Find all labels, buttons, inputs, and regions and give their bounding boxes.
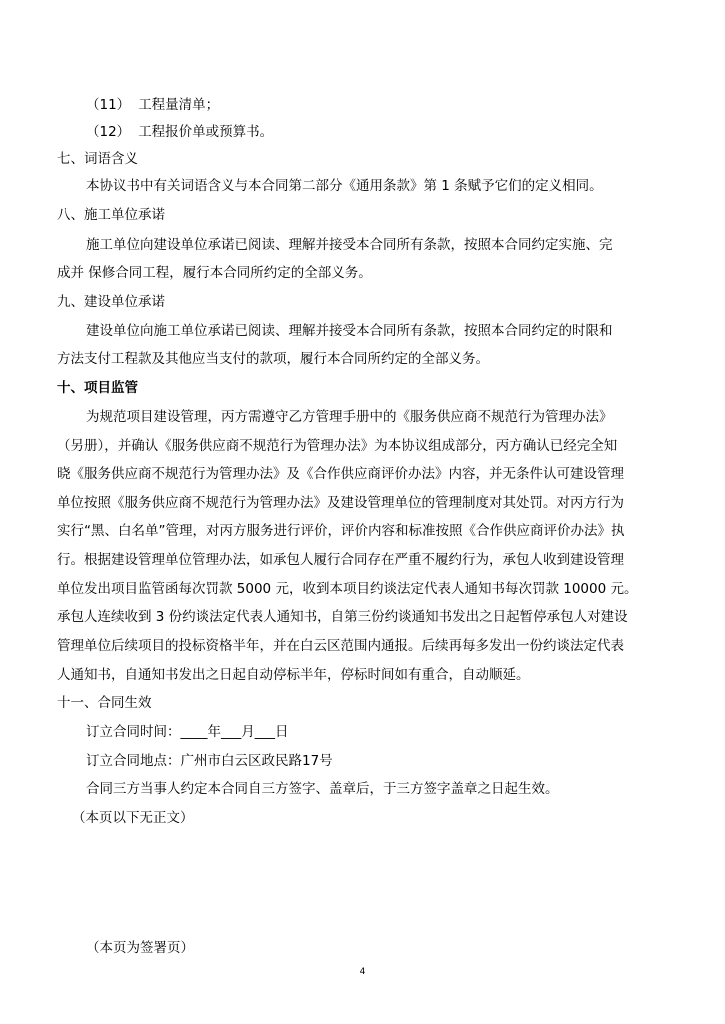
- paragraph-line: 单位发出项目监管函每次罚款 5000 元，收到本项目约谈法定代表人通知书每次罚款 10000 元。: [57, 581, 638, 597]
- contract-place-line: 订立合同地点：广州市白云区政民路17号: [86, 753, 333, 769]
- paragraph-line: 行。根据建设管理单位管理办法，如承包人履行合同存在严重不履约行为，承包人收到建设管理: [57, 552, 624, 568]
- section-heading-contract-effect: 十一、合同生效: [57, 695, 152, 711]
- paragraph-line: 成并 保修合同工程，履行本合同所约定的全部义务。: [57, 265, 372, 281]
- contract-date-line: 订立合同时间：____年___月___日: [86, 724, 289, 740]
- paragraph-line: （另册），并确认《服务供应商不规范行为管理办法》为本协议组成部分，丙方确认已经完全知: [57, 438, 618, 454]
- list-item-number: （12）: [86, 124, 131, 140]
- paragraph-line: 施工单位向建设单位承诺已阅读、理解并接受本合同所有条款，按照本合同约定实施、完: [86, 237, 613, 253]
- paragraph-line: 本协议书中有关词语含义与本合同第二部分《通用条款》第 1 条赋予它们的定义相同。: [86, 178, 603, 194]
- paragraph-line: 建设单位向施工单位承诺已阅读、理解并接受本合同所有条款，按照本合同约定的时限和: [86, 323, 613, 339]
- paragraph-line: 晓《服务供应商不规范行为管理办法》及《合作供应商评价办法》内容，并无条件认可建设管理: [57, 466, 624, 482]
- list-item-text: 工程报价单或预算书。: [138, 124, 274, 140]
- paragraph-line: 人通知书，自通知书发出之日起自动停标半年，停标时间如有重合，自动顺延。: [57, 667, 530, 683]
- list-item-12: [86, 123, 677, 141]
- list-item-11: [86, 96, 677, 114]
- section-heading-owner-commitment: 九、建设单位承诺: [57, 294, 165, 310]
- paragraph-line: 管理单位后续项目的投标资格半年，并在白云区范围内通报。后续再每多发出一份约谈法定代表: [57, 638, 624, 654]
- section-heading-definitions: 七、词语含义: [57, 151, 138, 167]
- page-number: 4: [359, 967, 366, 977]
- list-item-number: （11）: [86, 97, 131, 113]
- paragraph-line: 为规范项目建设管理，丙方需遵守乙方管理手册中的《服务供应商不规范行为管理办法》: [86, 409, 613, 425]
- contract-effect-line: 合同三方当事人约定本合同自三方签字、盖章后，于三方签字盖章之日起生效。: [86, 781, 559, 797]
- paragraph-line: 方法支付工程款及其他应当支付的款项，履行本合同所约定的全部义务。: [57, 351, 489, 367]
- paragraph-line: 实行“黑、白名单”管理，对丙方服务进行评价，评价内容和标准按照《合作供应商评价办法》执: [57, 523, 625, 539]
- paragraph-line: 承包人连续收到 3 份约谈法定代表人通知书，自第三份约谈通知书发出之日起暂停承包人对建设: [57, 609, 628, 625]
- section-heading-contractor-commitment: 八、施工单位承诺: [57, 207, 165, 223]
- section-heading-project-supervision: 十、项目监管: [57, 380, 138, 396]
- no-text-note: （本页以下无正文）: [72, 810, 194, 826]
- signature-page-note: （本页为签署页）: [86, 940, 194, 956]
- paragraph-line: 单位按照《服务供应商不规范行为管理办法》及建设管理单位的管理制度对其处罚。对丙方行为: [57, 495, 624, 511]
- list-item-text: 工程量清单；: [138, 97, 220, 113]
